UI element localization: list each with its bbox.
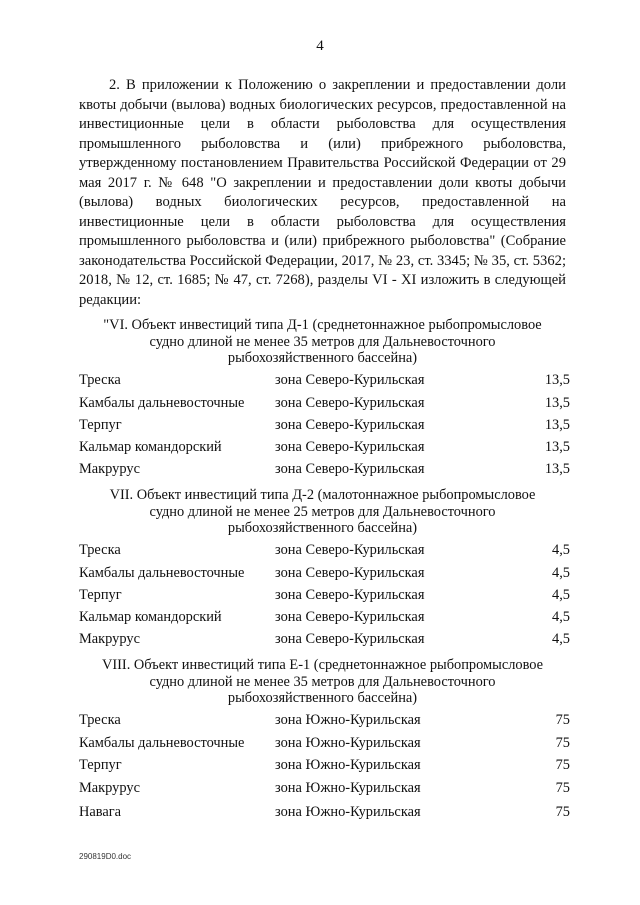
section-vi-title-line: "VI. Объект инвестиций типа Д-1 (среднетоннажное рыбопромысловое — [103, 317, 542, 333]
section-vii-title-line: судно длиной не менее 25 метров для Дальневосточного — [149, 503, 496, 520]
fishing-zone: зона Северо-Курильская — [275, 542, 425, 558]
fishing-zone: зона Южно-Курильская — [275, 780, 421, 796]
section-vii-title — [79, 487, 566, 537]
table-row — [79, 778, 570, 798]
section-vi-title-line: рыбохозяйственного бассейна) — [227, 350, 418, 366]
fishing-zone: зона Северо-Курильская — [275, 372, 425, 388]
quota-value: 4,5 — [552, 587, 570, 603]
species-name: Макрурус — [79, 780, 140, 796]
quota-value: 75 — [555, 712, 570, 728]
species-name: Макрурус — [79, 631, 140, 647]
table-row — [79, 629, 570, 649]
page-number: 4 — [316, 38, 324, 54]
fishing-zone: зона Северо-Курильская — [275, 609, 425, 625]
species-name: Кальмар командорский — [79, 439, 222, 455]
species-name: Терпуг — [79, 417, 122, 433]
species-name: Навага — [79, 804, 122, 820]
quota-value: 4,5 — [552, 609, 570, 625]
species-name: Терпуг — [79, 587, 122, 603]
table-row — [79, 733, 570, 753]
quota-value: 4,5 — [552, 631, 570, 647]
table-row — [79, 710, 570, 730]
quota-value: 75 — [555, 780, 570, 796]
table-row — [79, 393, 570, 413]
fishing-zone: зона Южно-Курильская — [275, 735, 421, 751]
fishing-zone: зона Северо-Курильская — [275, 417, 425, 433]
quota-value: 4,5 — [552, 565, 570, 581]
fishing-zone: зона Северо-Курильская — [275, 631, 425, 647]
quota-value: 13,5 — [544, 395, 570, 411]
fishing-zone: зона Южно-Курильская — [275, 757, 421, 773]
fishing-zone: зона Северо-Курильская — [275, 461, 425, 477]
table-row — [79, 802, 570, 822]
quota-value: 75 — [555, 804, 570, 820]
fishing-zone: зона Северо-Курильская — [275, 395, 425, 411]
fishing-zone: зона Северо-Курильская — [275, 587, 425, 603]
table-row — [79, 585, 570, 605]
quota-value: 13,5 — [544, 439, 570, 455]
quota-value: 75 — [555, 735, 570, 751]
species-name: Терпуг — [79, 757, 122, 773]
species-name: Камбалы дальневосточные — [79, 395, 245, 411]
fishing-zone: зона Северо-Курильская — [275, 565, 425, 581]
species-name: Камбалы дальневосточные — [79, 565, 245, 581]
quota-value: 75 — [555, 757, 570, 773]
section-vi-title-line: судно длиной не менее 35 метров для Дальневосточного — [149, 333, 496, 350]
fishing-zone: зона Южно-Курильская — [275, 804, 421, 820]
section-vii-title-line: рыбохозяйственного бассейна) — [227, 520, 418, 536]
table-row — [79, 540, 570, 560]
quota-value: 4,5 — [552, 542, 570, 558]
section-vii-title-line: VII. Объект инвестиций типа Д-2 (малотоннажное рыбопромысловое — [109, 487, 536, 503]
section-vi-title — [79, 317, 566, 367]
table-row — [79, 563, 570, 583]
fishing-zone: зона Северо-Курильская — [275, 439, 425, 455]
species-name: Треска — [79, 712, 121, 728]
quota-value: 13,5 — [544, 417, 570, 433]
intro-paragraph: 2. В приложении к Положению о закреплении и предоставлении доли квоты добычи (вылова) водных биологических ресурсов, предоставленной на инвестиционные цели в области рыболовства для осуществления промышленного рыболовства и (или) прибрежного рыболовства, утвержденному постановлением Правительства Российской Федерации от 29 мая 2017 г. № 648 "О закреплении и предоставлении доли квоты добычи (вылова) водных биологических ресурсов, предоставленной на инвестиционные цели в области рыболовства для осуществления промышленного рыболовства и (или) прибрежного рыболовства" (Собрание законодательства Российской Федерации, 2017, № 23, ст. 3345; № 35, ст. 5362; 2018, № 12, ст. 1685; № 47, ст. 7268), разделы VI - XI изложить в следующей редакции: — [79, 77, 566, 308]
table-row — [79, 437, 570, 457]
table-row — [79, 755, 570, 775]
quota-value: 13,5 — [544, 461, 570, 477]
table-row — [79, 370, 570, 390]
species-name: Треска — [79, 372, 121, 388]
section-viii-title-line: судно длиной не менее 35 метров для Дальневосточного — [149, 673, 496, 690]
section-viii-title — [79, 657, 566, 707]
species-name: Треска — [79, 542, 121, 558]
quota-value: 13,5 — [544, 372, 570, 388]
table-row — [79, 415, 570, 435]
table-row — [79, 607, 570, 627]
species-name: Кальмар командорский — [79, 609, 222, 625]
section-viii-title-line: рыбохозяйственного бассейна) — [227, 690, 418, 706]
fishing-zone: зона Южно-Курильская — [275, 712, 421, 728]
species-name: Макрурус — [79, 461, 140, 477]
table-row — [79, 459, 570, 479]
species-name: Камбалы дальневосточные — [79, 735, 245, 751]
section-viii-title-line: VIII. Объект инвестиций типа Е-1 (среднетоннажное рыбопромысловое — [101, 657, 544, 673]
footer-file-code: 290819D0.doc — [79, 852, 132, 861]
